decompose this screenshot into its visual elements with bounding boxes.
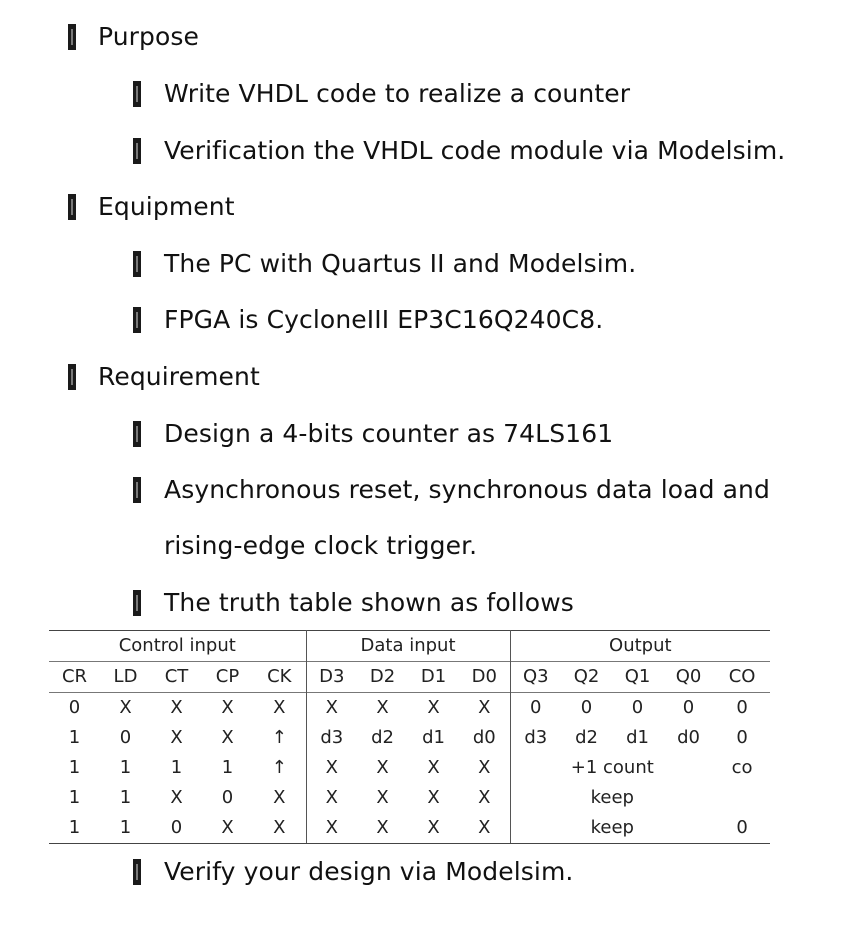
heading-purpose-label: Purpose [98,22,200,51]
list-item-text: The truth table shown as follows [164,588,574,617]
table-row [49,693,770,724]
list-item [133,419,613,448]
table-cell: d3 [320,727,344,748]
table-cell: 1 [68,787,81,808]
list-item-text: Design a 4-bits counter as 74LS161 [164,419,614,448]
table-cell: X [459,783,510,813]
table-cell: 1 [100,813,151,844]
table-cell: X [151,693,202,724]
bullet-icon [68,364,76,390]
group-control-input: Control input [49,631,306,662]
table-cell: 0 [714,693,770,724]
table-cell: X [253,813,306,844]
list-item-text: FPGA is CycloneIII EP3C16Q240C8. [164,305,604,334]
table-cell-merged: keep [510,813,714,844]
table-cell: d2 [575,727,598,748]
table-row [49,813,770,844]
list-item [133,588,574,617]
list-item-text: Verify your design via Modelsim. [164,857,574,886]
bullet-icon [133,859,141,885]
column-header: D3 [306,662,357,693]
table-cell: X [202,693,253,724]
table-cell: X [170,727,183,748]
heading-purpose [68,22,199,51]
column-header: CT [151,662,202,693]
table-cell: co [731,757,753,778]
table-cell: X [459,813,510,844]
table-cell: X [408,813,459,844]
column-header: D1 [408,662,459,693]
table-cell: X [357,813,408,844]
table-cell: X [325,787,338,808]
column-header: LD [100,662,151,693]
group-data-input: Data input [306,631,510,662]
table-cell: 1 [221,757,234,778]
list-item [133,857,573,886]
truth-table [49,630,770,844]
table-cell: X [459,693,510,724]
table-cell: ↑ [253,753,306,783]
column-header: CR [49,662,100,693]
list-item-text: The PC with Quartus II and Modelsim. [164,249,637,278]
bullet-icon [68,24,76,50]
list-item [133,305,603,334]
table-cell: 1 [68,727,81,748]
table-row [49,783,770,813]
table-cell: d1 [626,727,649,748]
list-item [133,475,770,504]
table-cell: X [325,757,338,778]
column-header: CK [253,662,306,693]
bullet-icon [133,138,141,164]
table-cell: 0 [119,727,132,748]
table-cell: 0 [714,813,770,844]
table-cell: X [202,813,253,844]
heading-requirement [68,362,260,391]
bullet-icon [133,477,141,503]
table-group-header [49,631,770,662]
table-cell: X [253,693,306,724]
table-cell: ↑ [253,723,306,753]
table-cell: X [253,783,306,813]
table-cell: X [100,693,151,724]
table-cell: 0 [612,693,663,724]
list-item [133,79,630,108]
table-cell: X [221,727,234,748]
list-item-text: rising-edge clock trigger. [164,531,478,560]
table-cell: X [427,757,440,778]
table-cell: X [170,787,183,808]
table-cell: X [427,787,440,808]
table-cell: X [459,753,510,783]
table-cell: X [376,787,389,808]
table-cell: d0 [459,723,510,753]
table-cell: d3 [524,727,548,748]
table-cell: 0 [49,693,100,724]
table-cell: X [306,693,357,724]
heading-requirement-label: Requirement [98,362,260,391]
heading-equipment-label: Equipment [98,192,235,221]
column-header: Q2 [561,662,612,693]
table-cell: 0 [510,693,561,724]
bullet-icon [133,307,141,333]
table-cell: 0 [663,693,714,724]
table-cell [714,783,770,813]
table-cell: 1 [119,757,132,778]
table-row [49,753,770,783]
table-cell: 1 [119,787,132,808]
bullet-icon [133,421,141,447]
table-cell: 1 [49,813,100,844]
table-cell: 1 [170,757,183,778]
table-cell-merged: +1 count [570,757,654,778]
table-cell-merged: keep [590,787,634,808]
bullet-icon [133,81,141,107]
table-cell: d0 [677,727,700,748]
column-header: CO [714,662,770,693]
column-header: D2 [357,662,408,693]
table-cell: X [357,693,408,724]
table-cell: 0 [736,727,748,748]
list-item [133,136,785,165]
table-cell: d2 [371,727,394,748]
column-header: D0 [459,662,510,693]
bullet-icon [68,194,76,220]
table-cell: X [376,757,389,778]
column-header: Q3 [510,662,561,693]
table-cell: 0 [561,693,612,724]
column-header: Q1 [612,662,663,693]
bullet-icon [133,251,141,277]
list-item-text: Asynchronous reset, synchronous data load and [164,475,770,504]
list-item-text: Verification the VHDL code module via Modelsim. [164,136,786,165]
table-column-header [49,662,770,693]
table-cell: d1 [422,727,445,748]
table-row [49,723,770,753]
group-output: Output [510,631,770,662]
list-item-continuation [164,531,477,560]
list-item-text: Write VHDL code to realize a counter [164,79,631,108]
column-header: Q0 [663,662,714,693]
table-cell: 1 [68,757,81,778]
heading-equipment [68,192,235,221]
list-item [133,249,636,278]
bullet-icon [133,590,141,616]
table-cell: X [306,813,357,844]
table-cell: 0 [221,787,234,808]
column-header: CP [202,662,253,693]
table-cell: 0 [151,813,202,844]
table-cell: X [408,693,459,724]
